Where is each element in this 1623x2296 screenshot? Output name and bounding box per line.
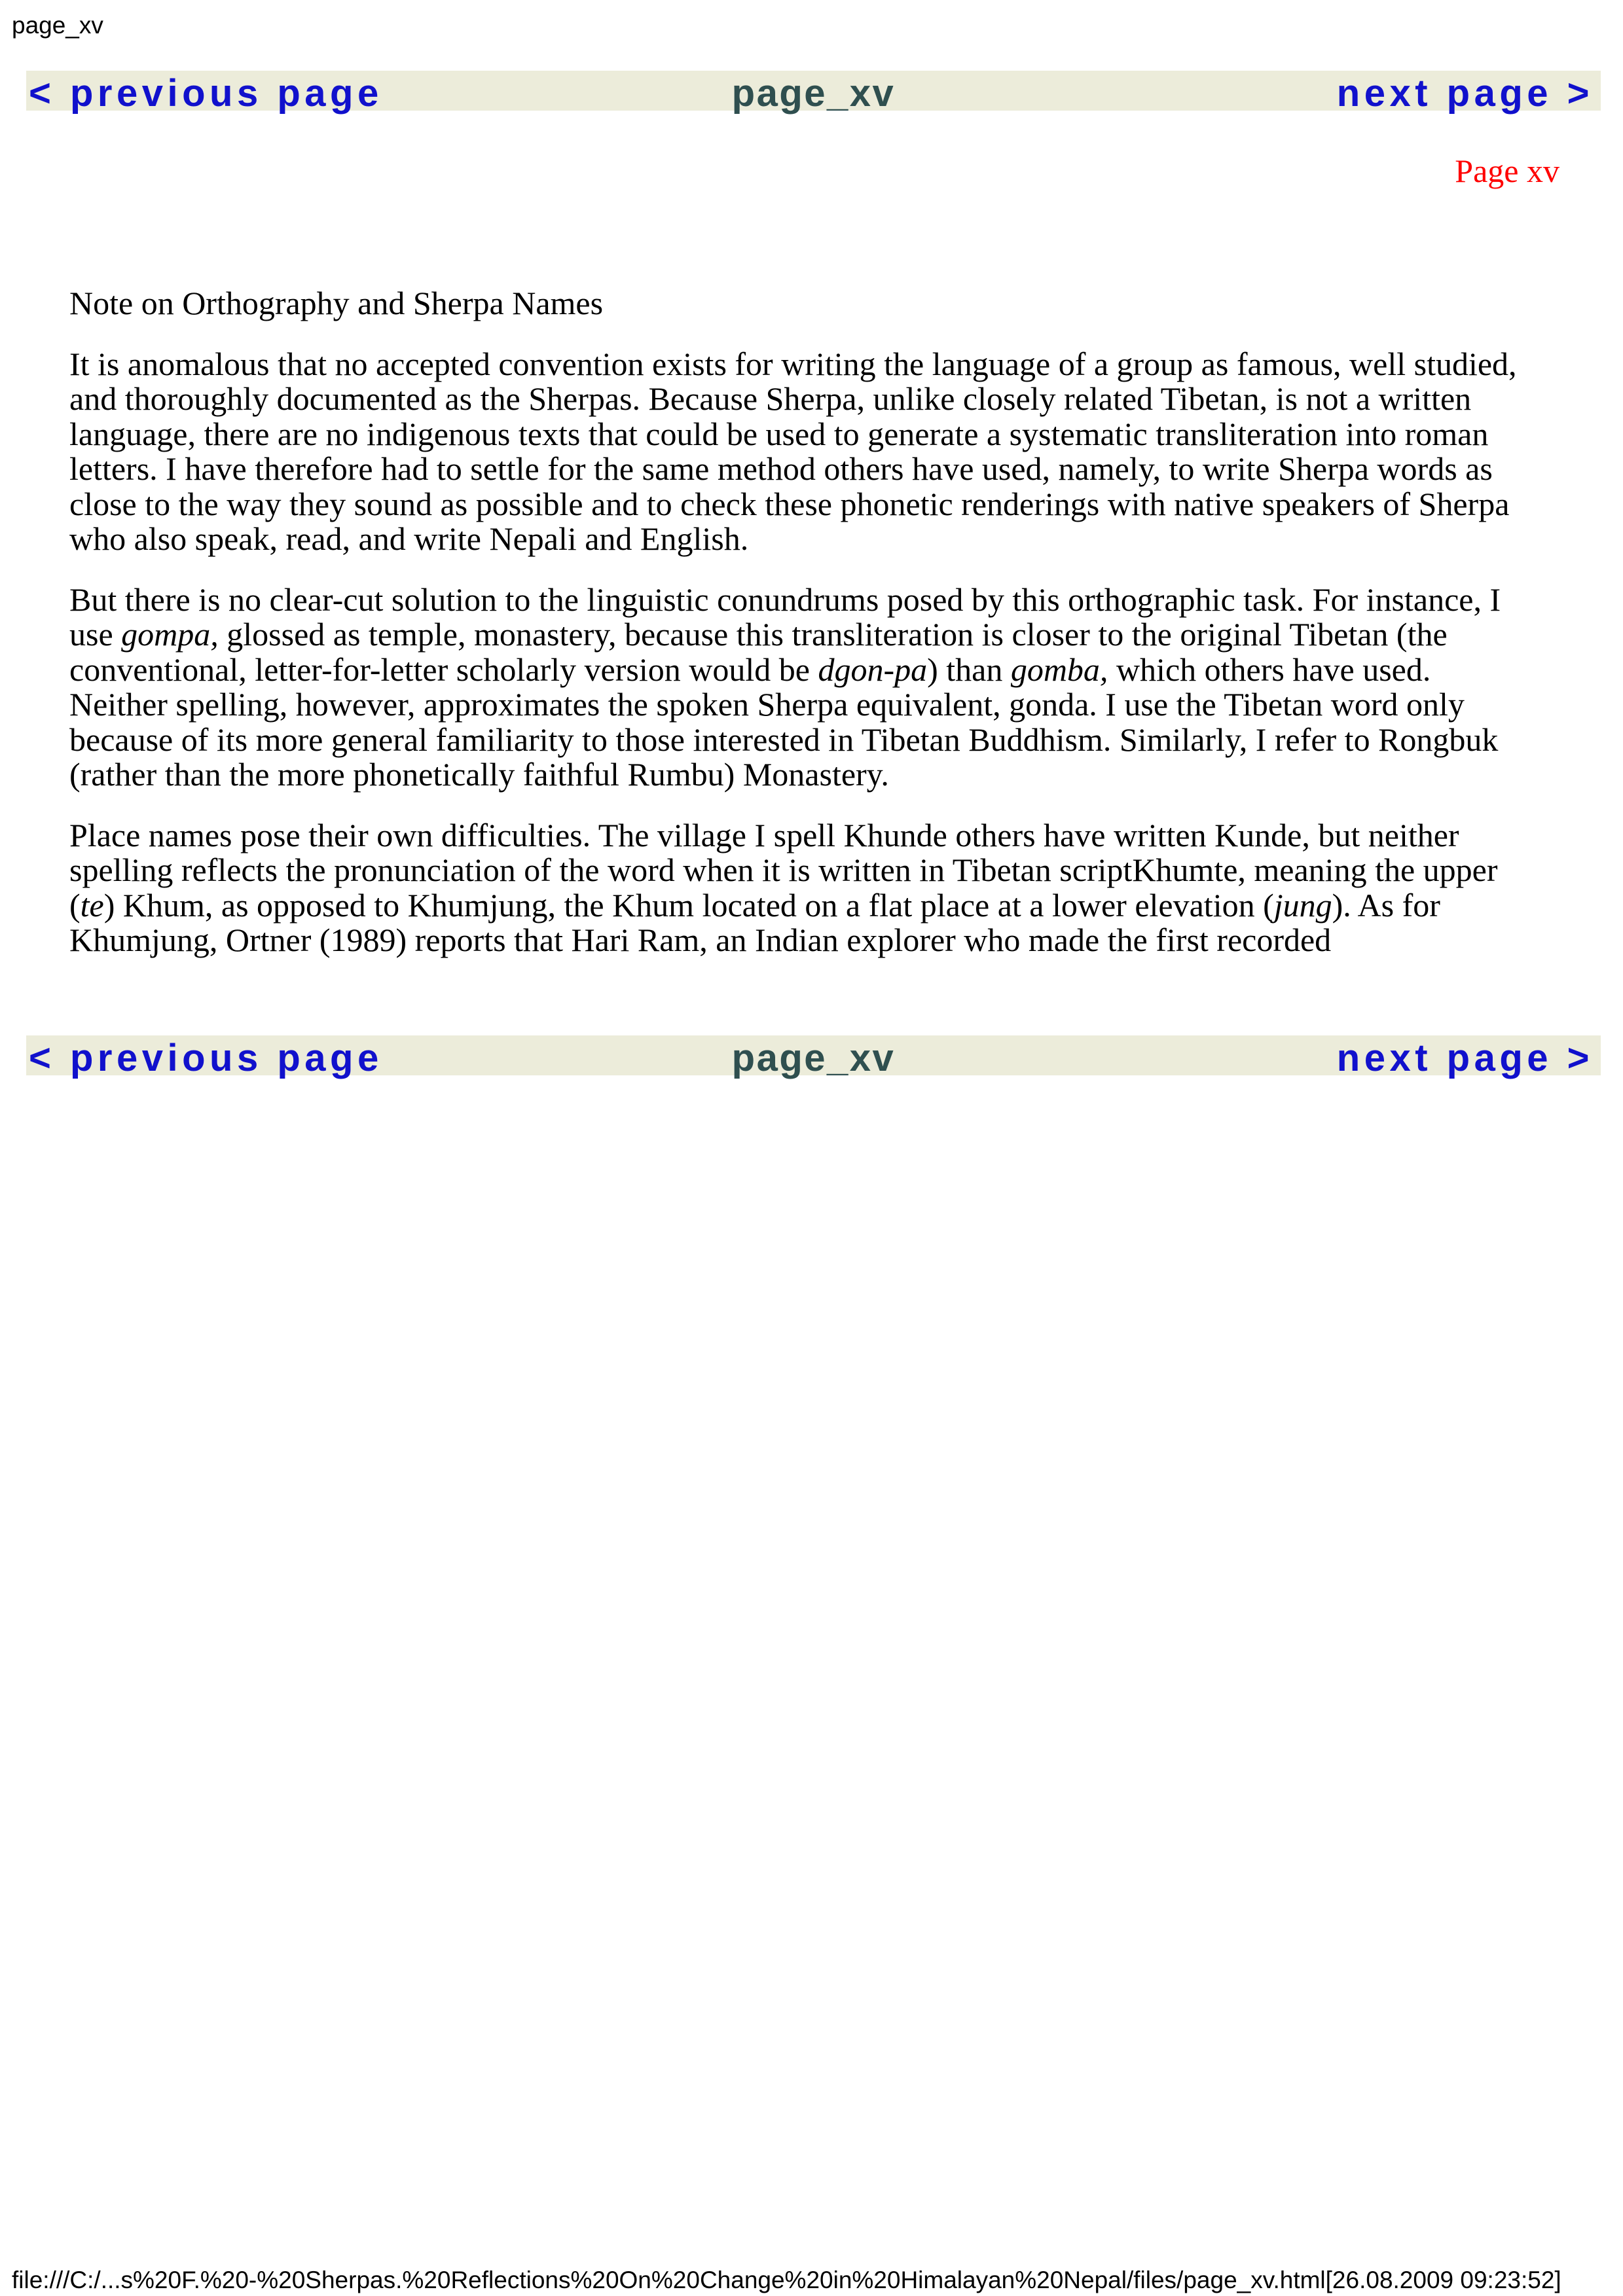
text-segment: It is anomalous that no accepted convention exists for writing the language of a group as famous, well studied, [69, 345, 1517, 382]
text-line [69, 522, 1517, 557]
text-segment: because of its more general familiarity to those interested in Tibetan Buddhism. Similarly, I refer to Rongbuk [69, 721, 1499, 758]
italic-term: jung [1273, 886, 1332, 924]
text-segment: ) Khum, as opposed to Khumjung, the Khum located on a flat place at a lower elevation ( [103, 886, 1274, 924]
text-segment: who also speak, read, and write Nepali and English. [69, 520, 749, 557]
text-line [69, 687, 1517, 723]
text-segment: close to the way they sound as possible and to check these phonetic renderings with native speakers of Sherpa [69, 485, 1510, 522]
text-line [69, 617, 1517, 653]
text-segment: Place names pose their own difficulties. The village I spell Khunde others have written Kunde, but neither [69, 816, 1459, 853]
text-segment: ). As for [1332, 886, 1440, 924]
paragraph [69, 818, 1517, 958]
paragraph [69, 583, 1517, 793]
text-line [69, 487, 1517, 522]
page-header-title: page_xv [12, 12, 103, 39]
text-line [69, 583, 1517, 618]
text-line [69, 853, 1517, 888]
content-body [69, 286, 1517, 984]
italic-term: gomba, [1010, 651, 1108, 688]
current-page-label: page_xv [731, 1037, 896, 1079]
text-line [69, 757, 1517, 793]
text-segment: conventional, letter-for-letter scholarly version would be [69, 651, 818, 688]
next-page-link[interactable]: next page > [1336, 72, 1594, 115]
text-segment: use [69, 616, 122, 653]
text-segment: and thoroughly documented as the Sherpas. Because Sherpa, unlike closely related Tibetan, is not a written [69, 380, 1472, 417]
text-line [69, 923, 1517, 958]
file-url-footer: file:///C:/...s%20F.%20-%20Sherpas.%20Reflections%20On%20Change%20in%20Himalayan%20Nepal/files/page_xv.html[26.08.2009 09:23:52] [12, 2267, 1561, 2293]
previous-page-link[interactable]: < previous page [29, 72, 383, 115]
text-line [69, 818, 1517, 853]
italic-term: dgon-pa [818, 651, 928, 688]
text-segment: ) than [927, 651, 1011, 688]
text-line [69, 347, 1517, 382]
previous-page-link[interactable]: < previous page [29, 1037, 383, 1079]
text-segment: Khumjung, Ortner (1989) reports that Hari Ram, an Indian explorer who made the first recorded [69, 922, 1332, 958]
text-line [69, 653, 1517, 688]
text-segment: Neither spelling, however, approximates the spoken Sherpa equivalent, gonda. I use the Tibetan word only [69, 686, 1465, 723]
text-segment: But there is no clear-cut solution to the linguistic conundrums posed by this orthographic task. For instance, I [69, 581, 1501, 618]
text-segment: which others have used. [1108, 651, 1431, 688]
text-segment: spelling reflects the pronunciation of the word when it is written in Tibetan scriptKhumte, meaning the upper [69, 852, 1498, 888]
text-segment: glossed as temple, monastery, because this transliteration is closer to the original Tibetan (the [218, 616, 1448, 653]
text-line [69, 452, 1517, 487]
italic-term: gompa, [121, 616, 219, 653]
text-segment: letters. I have therefore had to settle for the same method others have used, namely, to write Sherpa words as [69, 450, 1493, 487]
text-line [69, 888, 1517, 924]
text-segment: (rather than the more phonetically faithful Rumbu) Monastery. [69, 756, 889, 793]
italic-term: te [80, 886, 104, 924]
paragraph [69, 347, 1517, 557]
section-heading: Note on Orthography and Sherpa Names [69, 285, 604, 321]
bottom-navigation-bar [26, 1035, 1601, 1079]
text-line [69, 723, 1517, 758]
current-page-label: page_xv [731, 72, 896, 115]
text-line [69, 417, 1517, 452]
top-navigation-bar [26, 71, 1601, 115]
text-line [69, 382, 1517, 417]
page-number-label: Page xv [1455, 152, 1559, 189]
text-segment: language, there are no indigenous texts that could be used to generate a systematic transliteration into roman [69, 415, 1489, 452]
text-segment: ( [69, 886, 81, 924]
next-page-link[interactable]: next page > [1336, 1037, 1594, 1079]
